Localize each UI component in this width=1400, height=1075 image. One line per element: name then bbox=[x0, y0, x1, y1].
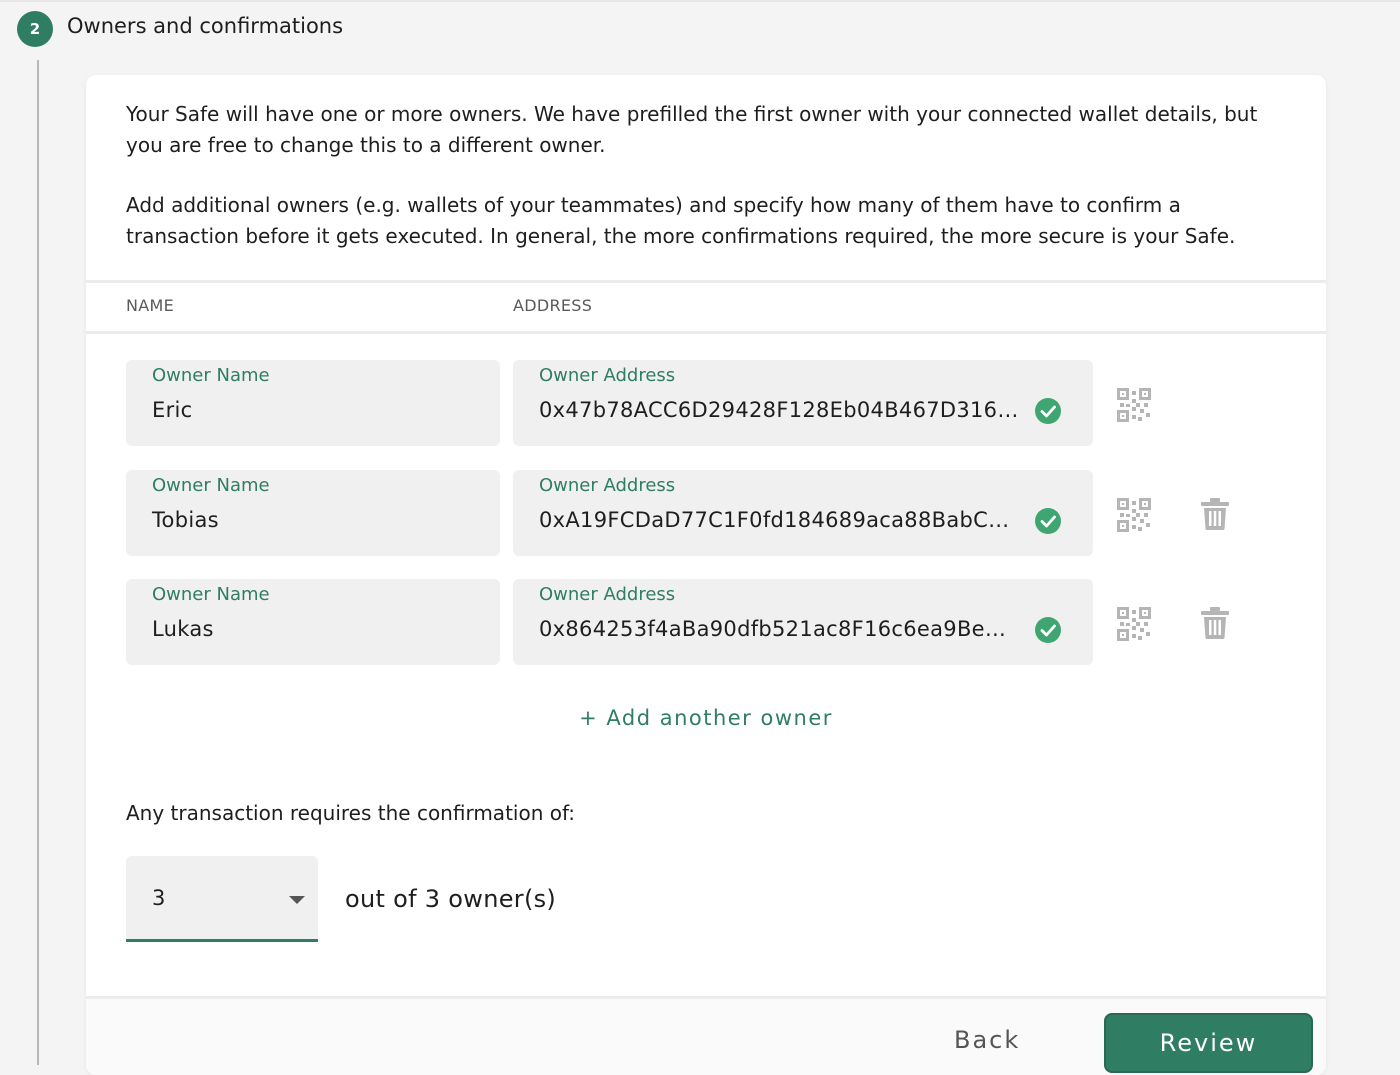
check-circle-icon bbox=[1034, 507, 1062, 535]
address-column-header: ADDRESS bbox=[513, 296, 593, 315]
name-column-header: NAME bbox=[126, 296, 175, 315]
threshold-select[interactable] bbox=[126, 856, 318, 942]
review-button[interactable]: Review bbox=[1104, 1013, 1313, 1073]
owner-name-value[interactable]: Lukas bbox=[152, 617, 214, 641]
owner-name-label: Owner Name bbox=[152, 475, 270, 496]
owner-address-label: Owner Address bbox=[539, 365, 676, 386]
threshold-value: 3 bbox=[152, 886, 166, 910]
top-divider bbox=[0, 0, 1400, 2]
trash-icon[interactable] bbox=[1200, 606, 1230, 640]
qr-code-icon[interactable] bbox=[1116, 497, 1152, 533]
owner-address-value[interactable]: 0x864253f4aBa90dfb521ac8F16c6ea9Be… bbox=[539, 617, 1007, 641]
owner-name-value[interactable]: Tobias bbox=[152, 508, 219, 532]
qr-code-icon[interactable] bbox=[1116, 606, 1152, 642]
intro-text bbox=[126, 99, 1296, 281]
owners-count-text: out of 3 owner(s) bbox=[345, 885, 557, 913]
qr-code-icon[interactable] bbox=[1116, 387, 1152, 423]
owner-name-field-1[interactable] bbox=[126, 360, 500, 446]
confirmation-prompt: Any transaction requires the confirmation of: bbox=[126, 801, 576, 825]
caret-down-icon bbox=[289, 896, 305, 904]
intro-paragraph-2: Add additional owners (e.g. wallets of your teammates) and specify how many of them have to confirm a transaction before it gets executed. In general, the more confirmations required, the more secure is your Safe. bbox=[126, 193, 1236, 248]
intro-paragraph-1: Your Safe will have one or more owners. We have prefilled the first owner with your connected wallet details, but you are free to change this to a different owner. bbox=[126, 102, 1258, 157]
owner-address-field-3[interactable] bbox=[513, 579, 1093, 665]
step-connector-line bbox=[37, 60, 39, 1065]
owner-address-label: Owner Address bbox=[539, 475, 676, 496]
trash-icon[interactable] bbox=[1200, 497, 1230, 531]
owner-name-label: Owner Name bbox=[152, 365, 270, 386]
owner-name-value[interactable]: Eric bbox=[152, 398, 193, 422]
back-button[interactable]: Back bbox=[954, 1026, 1021, 1054]
check-circle-icon bbox=[1034, 397, 1062, 425]
owner-address-value[interactable]: 0xA19FCDaD77C1F0fd184689aca88BabC… bbox=[539, 508, 1010, 532]
owner-address-label: Owner Address bbox=[539, 584, 676, 605]
owner-name-field-3[interactable] bbox=[126, 579, 500, 665]
owner-address-field-1[interactable] bbox=[513, 360, 1093, 446]
owners-card bbox=[86, 75, 1326, 1075]
step-title: Owners and confirmations bbox=[67, 14, 344, 38]
owner-address-field-2[interactable] bbox=[513, 470, 1093, 556]
step-number-badge: 2 bbox=[17, 11, 53, 47]
table-header-border-top bbox=[86, 280, 1326, 283]
check-circle-icon bbox=[1034, 616, 1062, 644]
owner-name-field-2[interactable] bbox=[126, 470, 500, 556]
owner-address-value[interactable]: 0x47b78ACC6D29428F128Eb04B467D316… bbox=[539, 398, 1019, 422]
table-header-border-bottom bbox=[86, 331, 1326, 334]
owner-name-label: Owner Name bbox=[152, 584, 270, 605]
add-owner-button[interactable]: + Add another owner bbox=[579, 706, 833, 730]
